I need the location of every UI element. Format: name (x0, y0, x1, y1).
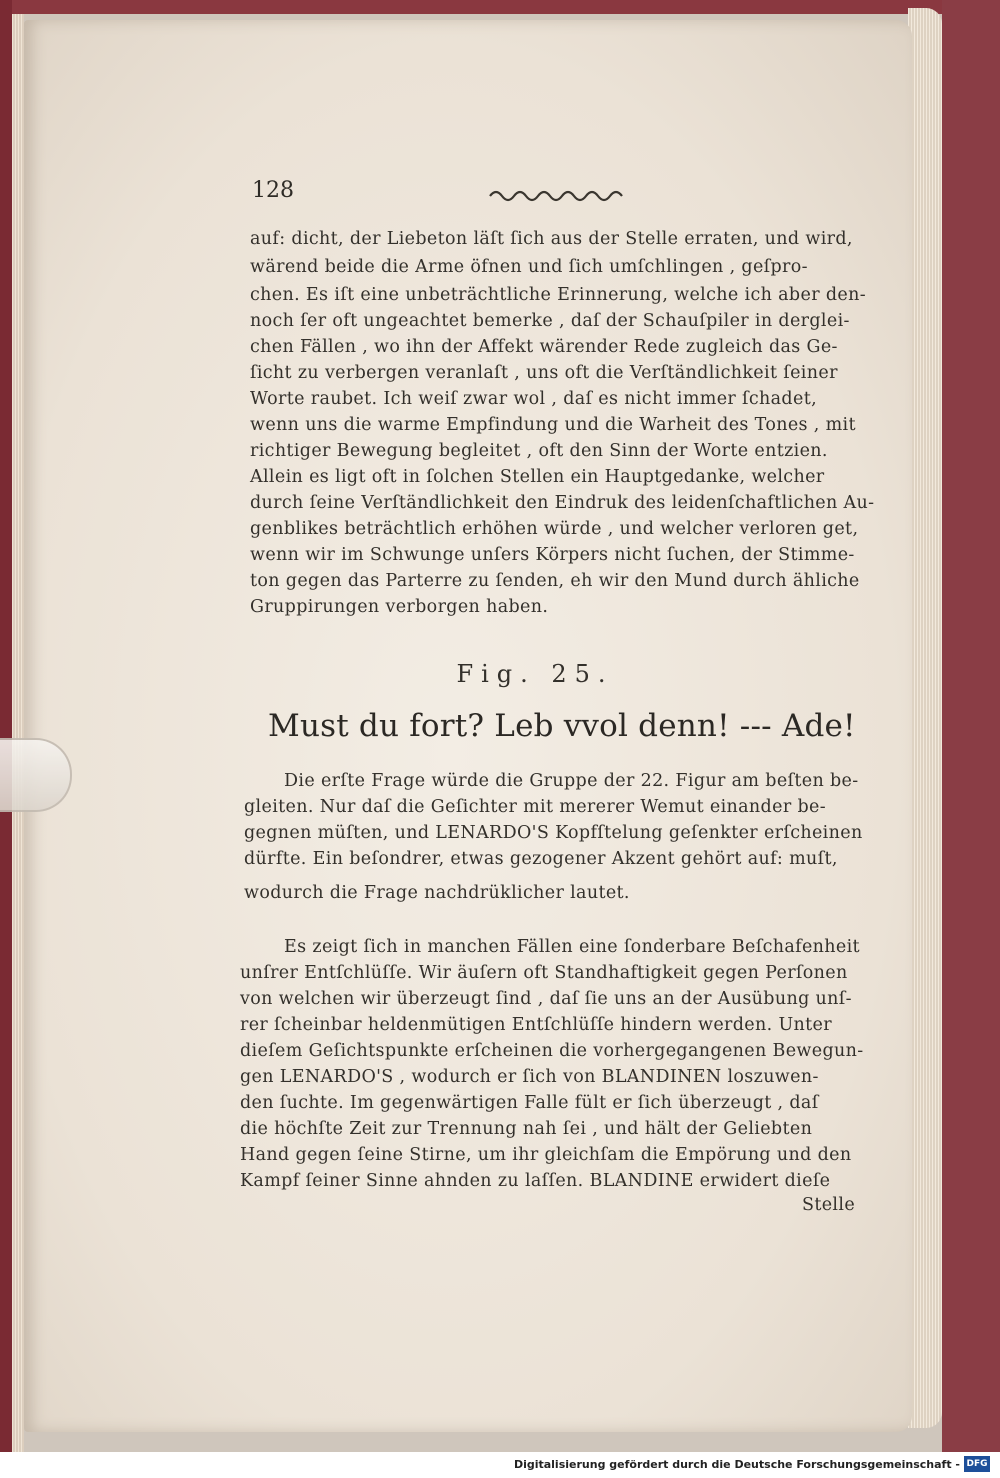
text-line: ſicht zu verbergen veranlaſt , uns oft die Verſtändlichkeit ſeiner (250, 363, 838, 383)
text-line: Die erſte Frage würde die Gruppe der 22. Figur am beſten be- (284, 771, 859, 791)
text-line: durch ſeine Verſtändlichkeit den Eindruk des leidenſchaftlichen Au- (250, 493, 875, 513)
page-edges-left (12, 14, 24, 1452)
text-line: Gruppirungen verborgen haben. (250, 597, 549, 617)
text-line: rer ſcheinbar heldenmütigen Entſchlüſſe hindern werden. Unter (240, 1015, 832, 1035)
text-line: die höchſte Zeit zur Trennung nah ſei , und hält der Geliebten (240, 1119, 813, 1139)
page-edges-right (908, 8, 942, 1428)
footer-credit: Digitalisierung gefördert durch die Deutsche Forschungsgemeinschaft - (513, 1458, 960, 1471)
text-line: wenn uns die warme Empfindung und die Warheit des Tones , mit (250, 415, 856, 435)
text-line: ton gegen das Parterre zu ſenden, eh wir den Mund durch ähliche (250, 571, 860, 591)
wave-ornament-icon (488, 188, 624, 202)
book-cover-left (0, 0, 12, 1452)
figure-caption: Must du fort? Leb vvol denn! --- Ade! (268, 708, 856, 744)
text-line: wodurch die Frage nachdrüklicher lautet. (244, 883, 630, 903)
text-line: von welchen wir überzeugt ſind , daſ ſie uns an der Ausübung unſ- (240, 989, 852, 1009)
text-line: den ſuchte. Im gegenwärtigen Falle fült er ſich überzeugt , daſ (240, 1093, 819, 1113)
catchword: Stelle (802, 1195, 856, 1215)
text-line: wenn wir im Schwunge unſers Körpers nicht ſuchen, der Stimme- (250, 545, 855, 565)
footer-bar (0, 1452, 1000, 1478)
text-line: noch ſer oft ungeachtet bemerke , daſ der Schauſpiler in derglei- (250, 311, 850, 331)
page-clip-bookmark (0, 738, 72, 812)
text-line: auf: dicht, der Liebeton läſt ſich aus der Stelle erraten, und wird, (250, 229, 853, 249)
figure-heading: Fig. 25. (456, 660, 614, 688)
text-line: Allein es ligt oft in ſolchen Stellen ein Hauptgedanke, welcher (250, 467, 825, 487)
text-line: Es zeigt ſich in manchen Fällen eine ſonderbare Beſchafenheit (284, 937, 860, 957)
page-number: 128 (252, 178, 294, 203)
text-line: dieſem Geſichtspunkte erſcheinen die vorhergegangenen Bewegun- (240, 1041, 864, 1061)
text-line: Hand gegen ſeine Stirne, um ihr gleichſam die Empörung und den (240, 1145, 852, 1165)
text-line: gegnen müſten, und LENARDO'S Kopfſtelung geſenkter erſcheinen (244, 823, 863, 843)
text-line: Kampf ſeiner Sinne ahnden zu laſſen. BLANDINE erwidert dieſe (240, 1171, 831, 1191)
text-line: wärend beide die Arme öfnen und ſich umſchlingen , geſpro- (250, 257, 808, 277)
text-line: richtiger Bewegung begleitet , oft den Sinn der Worte entzien. (250, 441, 828, 461)
text-line: dürfte. Ein beſondrer, etwas gezogener Akzent gehört auf: muſt, (244, 849, 838, 869)
dfg-logo-icon: DFG (964, 1456, 990, 1472)
text-line: gleiten. Nur daſ die Geſichter mit mererer Wemut einander be- (244, 797, 826, 817)
text-line: chen. Es iſt eine unbeträchtliche Erinnerung, welche ich aber den- (250, 285, 866, 305)
text-line: Worte raubet. Ich weiſ zwar wol , daſ es nicht immer ſchadet, (250, 389, 817, 409)
text-line: genblikes beträchtlich erhöhen würde , und welcher verloren get, (250, 519, 859, 539)
book-cover-right (942, 0, 1000, 1452)
text-line: unſrer Entſchlüſſe. Wir äuſern oft Standhaftigkeit gegen Perſonen (240, 963, 848, 983)
text-line: chen Fällen , wo ihn der Affekt wärender Rede zugleich das Ge- (250, 337, 838, 357)
book-cover-top (0, 0, 1000, 14)
text-line: gen LENARDO'S , wodurch er ſich von BLANDINEN loszuwen- (240, 1067, 819, 1087)
